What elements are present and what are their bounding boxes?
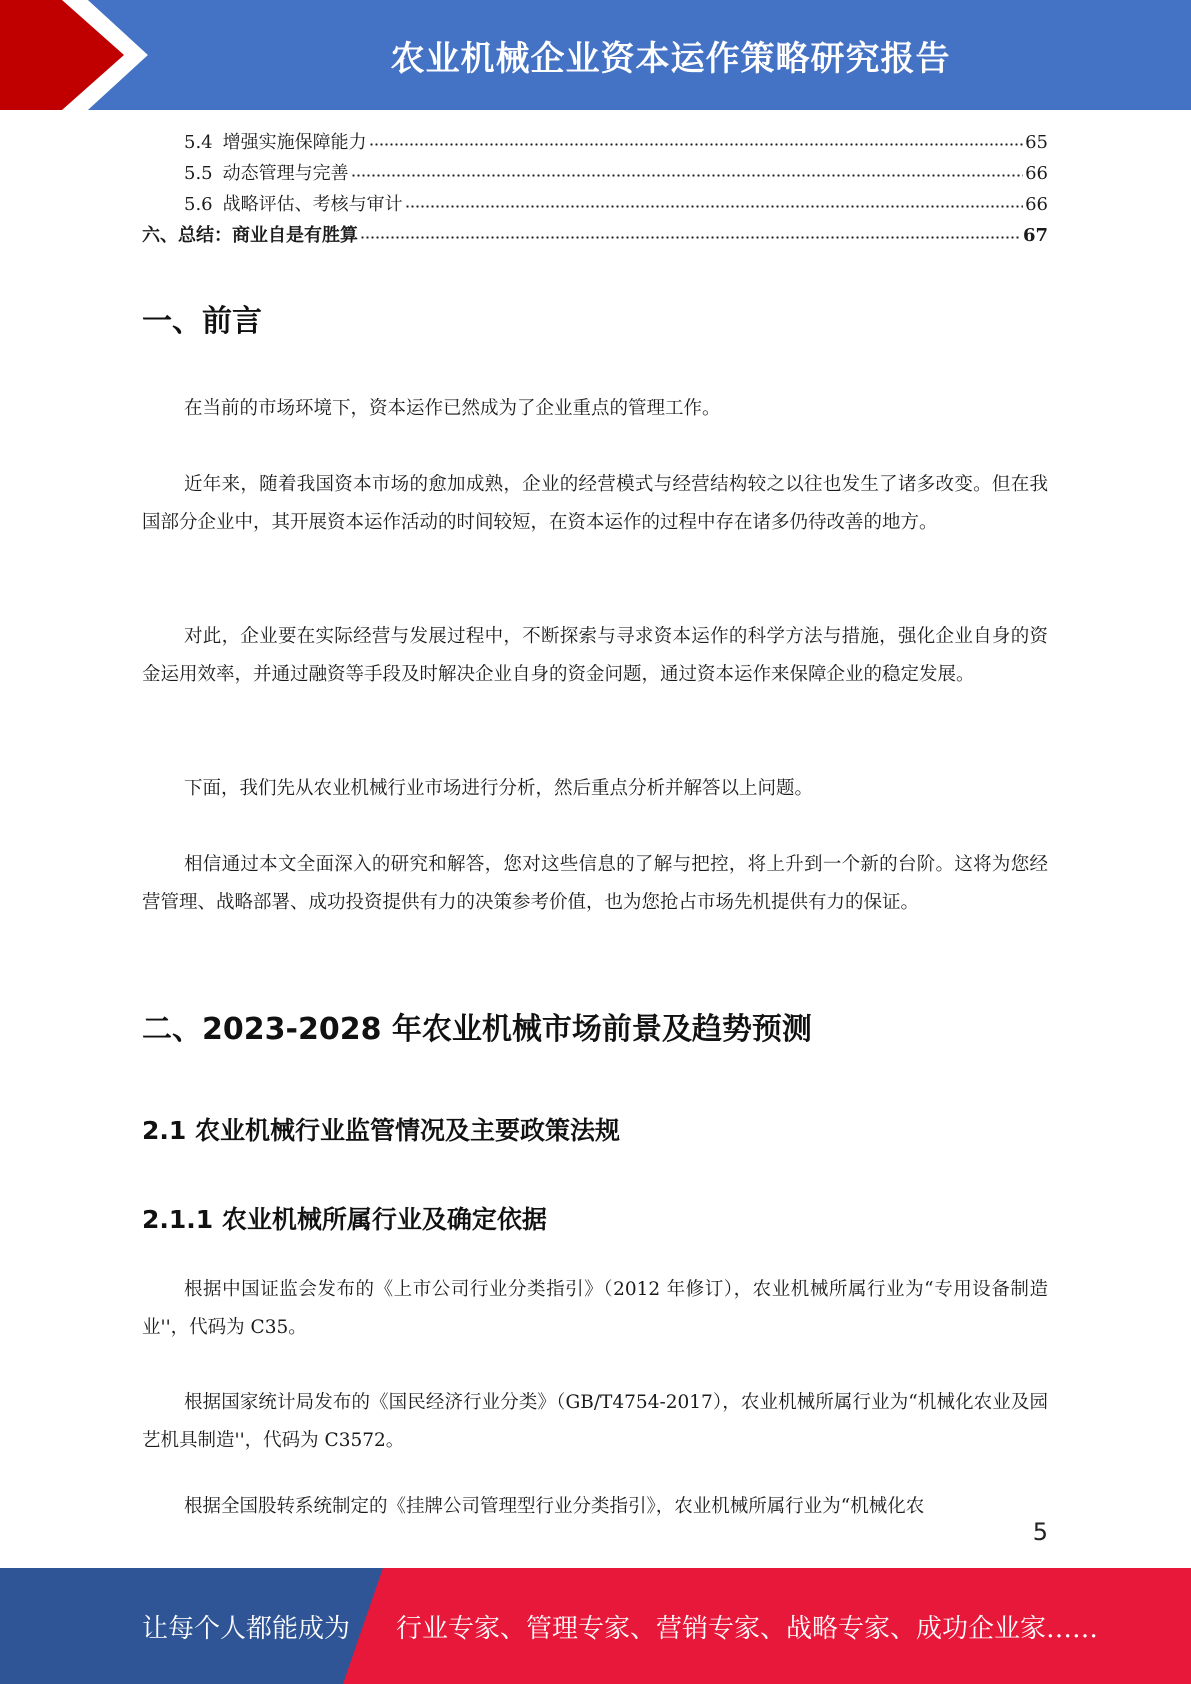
toc-leader-dots	[369, 128, 1023, 148]
body-paragraph: 根据中国证监会发布的《上市公司行业分类指引》（2012 年修订），农业机械所属行业为“专用设备制造业''，代码为 C35。	[142, 1279, 1048, 1338]
section-heading: 二、2023-2028 年农业机械市场前景及趋势预测	[142, 1012, 812, 1047]
body-paragraph: 根据全国股转系统制定的《挂牌公司管理型行业分类指引》，农业机械所属行业为“机械化农	[184, 1496, 925, 1517]
body-paragraph: 对此，企业要在实际经营与发展过程中，不断探索与寻求资本运作的科学方法与措施，强化企业自身的资金运用效率，并通过融资等手段及时解决企业自身的资金问题，通过资本运作来保障企业的稳定发展。	[142, 626, 1048, 685]
subsection-heading: 2.1.1 农业机械所属行业及确定依据	[142, 1205, 547, 1234]
toc-entry[interactable]	[142, 159, 1048, 190]
report-title: 农业机械企业资本运作策略研究报告	[390, 38, 951, 79]
toc-entry-number: 5.4	[184, 132, 213, 153]
toc-entry[interactable]	[142, 221, 1048, 252]
toc-entry-label: 战略评估、考核与审计	[222, 194, 403, 215]
toc-leader-dots	[405, 190, 1023, 210]
toc-entry-label: 增强实施保障能力	[222, 132, 367, 153]
toc-entry[interactable]	[142, 128, 1048, 159]
table-of-contents	[142, 128, 1048, 252]
section-heading: 一、前言	[142, 304, 262, 339]
body-paragraph: 近年来，随着我国资本市场的愈加成熟，企业的经营模式与经营结构较之以往也发生了诸多改变。但在我国部分企业中，其开展资本运作活动的时间较短，在资本运作的过程中存在诸多仍待改善的地方。	[142, 474, 1048, 533]
toc-entry-number: 5.5	[184, 163, 213, 184]
toc-leader-dots	[360, 221, 1021, 241]
footer-slogan-right: 行业专家、管理专家、营销专家、战略专家、成功企业家……	[396, 1613, 1099, 1644]
subsection-heading: 2.1 农业机械行业监管情况及主要政策法规	[142, 1116, 620, 1145]
toc-entry-page: 66	[1025, 163, 1048, 184]
toc-entry-number: 5.6	[184, 194, 213, 215]
toc-entry-page: 66	[1025, 194, 1048, 215]
body-paragraph: 在当前的市场环境下，资本运作已然成为了企业重点的管理工作。	[184, 398, 721, 419]
toc-entry-page: 65	[1025, 132, 1048, 153]
toc-entry-label: 六、总结：商业自是有胜算	[142, 225, 358, 246]
page-header	[0, 0, 1191, 110]
footer-slogan-left: 让每个人都能成为	[142, 1613, 351, 1644]
body-paragraph: 下面，我们先从农业机械行业市场进行分析，然后重点分析并解答以上问题。	[184, 778, 814, 799]
body-paragraph: 根据国家统计局发布的《国民经济行业分类》（GB/T4754-2017），农业机械所属行业为“机械化农业及园艺机具制造''，代码为 C3572。	[142, 1392, 1048, 1451]
toc-entry[interactable]	[142, 190, 1048, 221]
page-footer	[0, 1568, 1191, 1684]
toc-entry-label: 动态管理与完善	[222, 163, 349, 184]
toc-leader-dots	[351, 159, 1023, 179]
body-paragraph: 相信通过本文全面深入的研究和解答，您对这些信息的了解与把控，将上升到一个新的台阶。这将为您经营管理、战略部署、成功投资提供有力的决策参考价值，也为您抢占市场先机提供有力的保证。	[142, 854, 1048, 913]
page-number: 5	[1032, 1518, 1048, 1546]
toc-entry-page: 67	[1022, 225, 1048, 246]
